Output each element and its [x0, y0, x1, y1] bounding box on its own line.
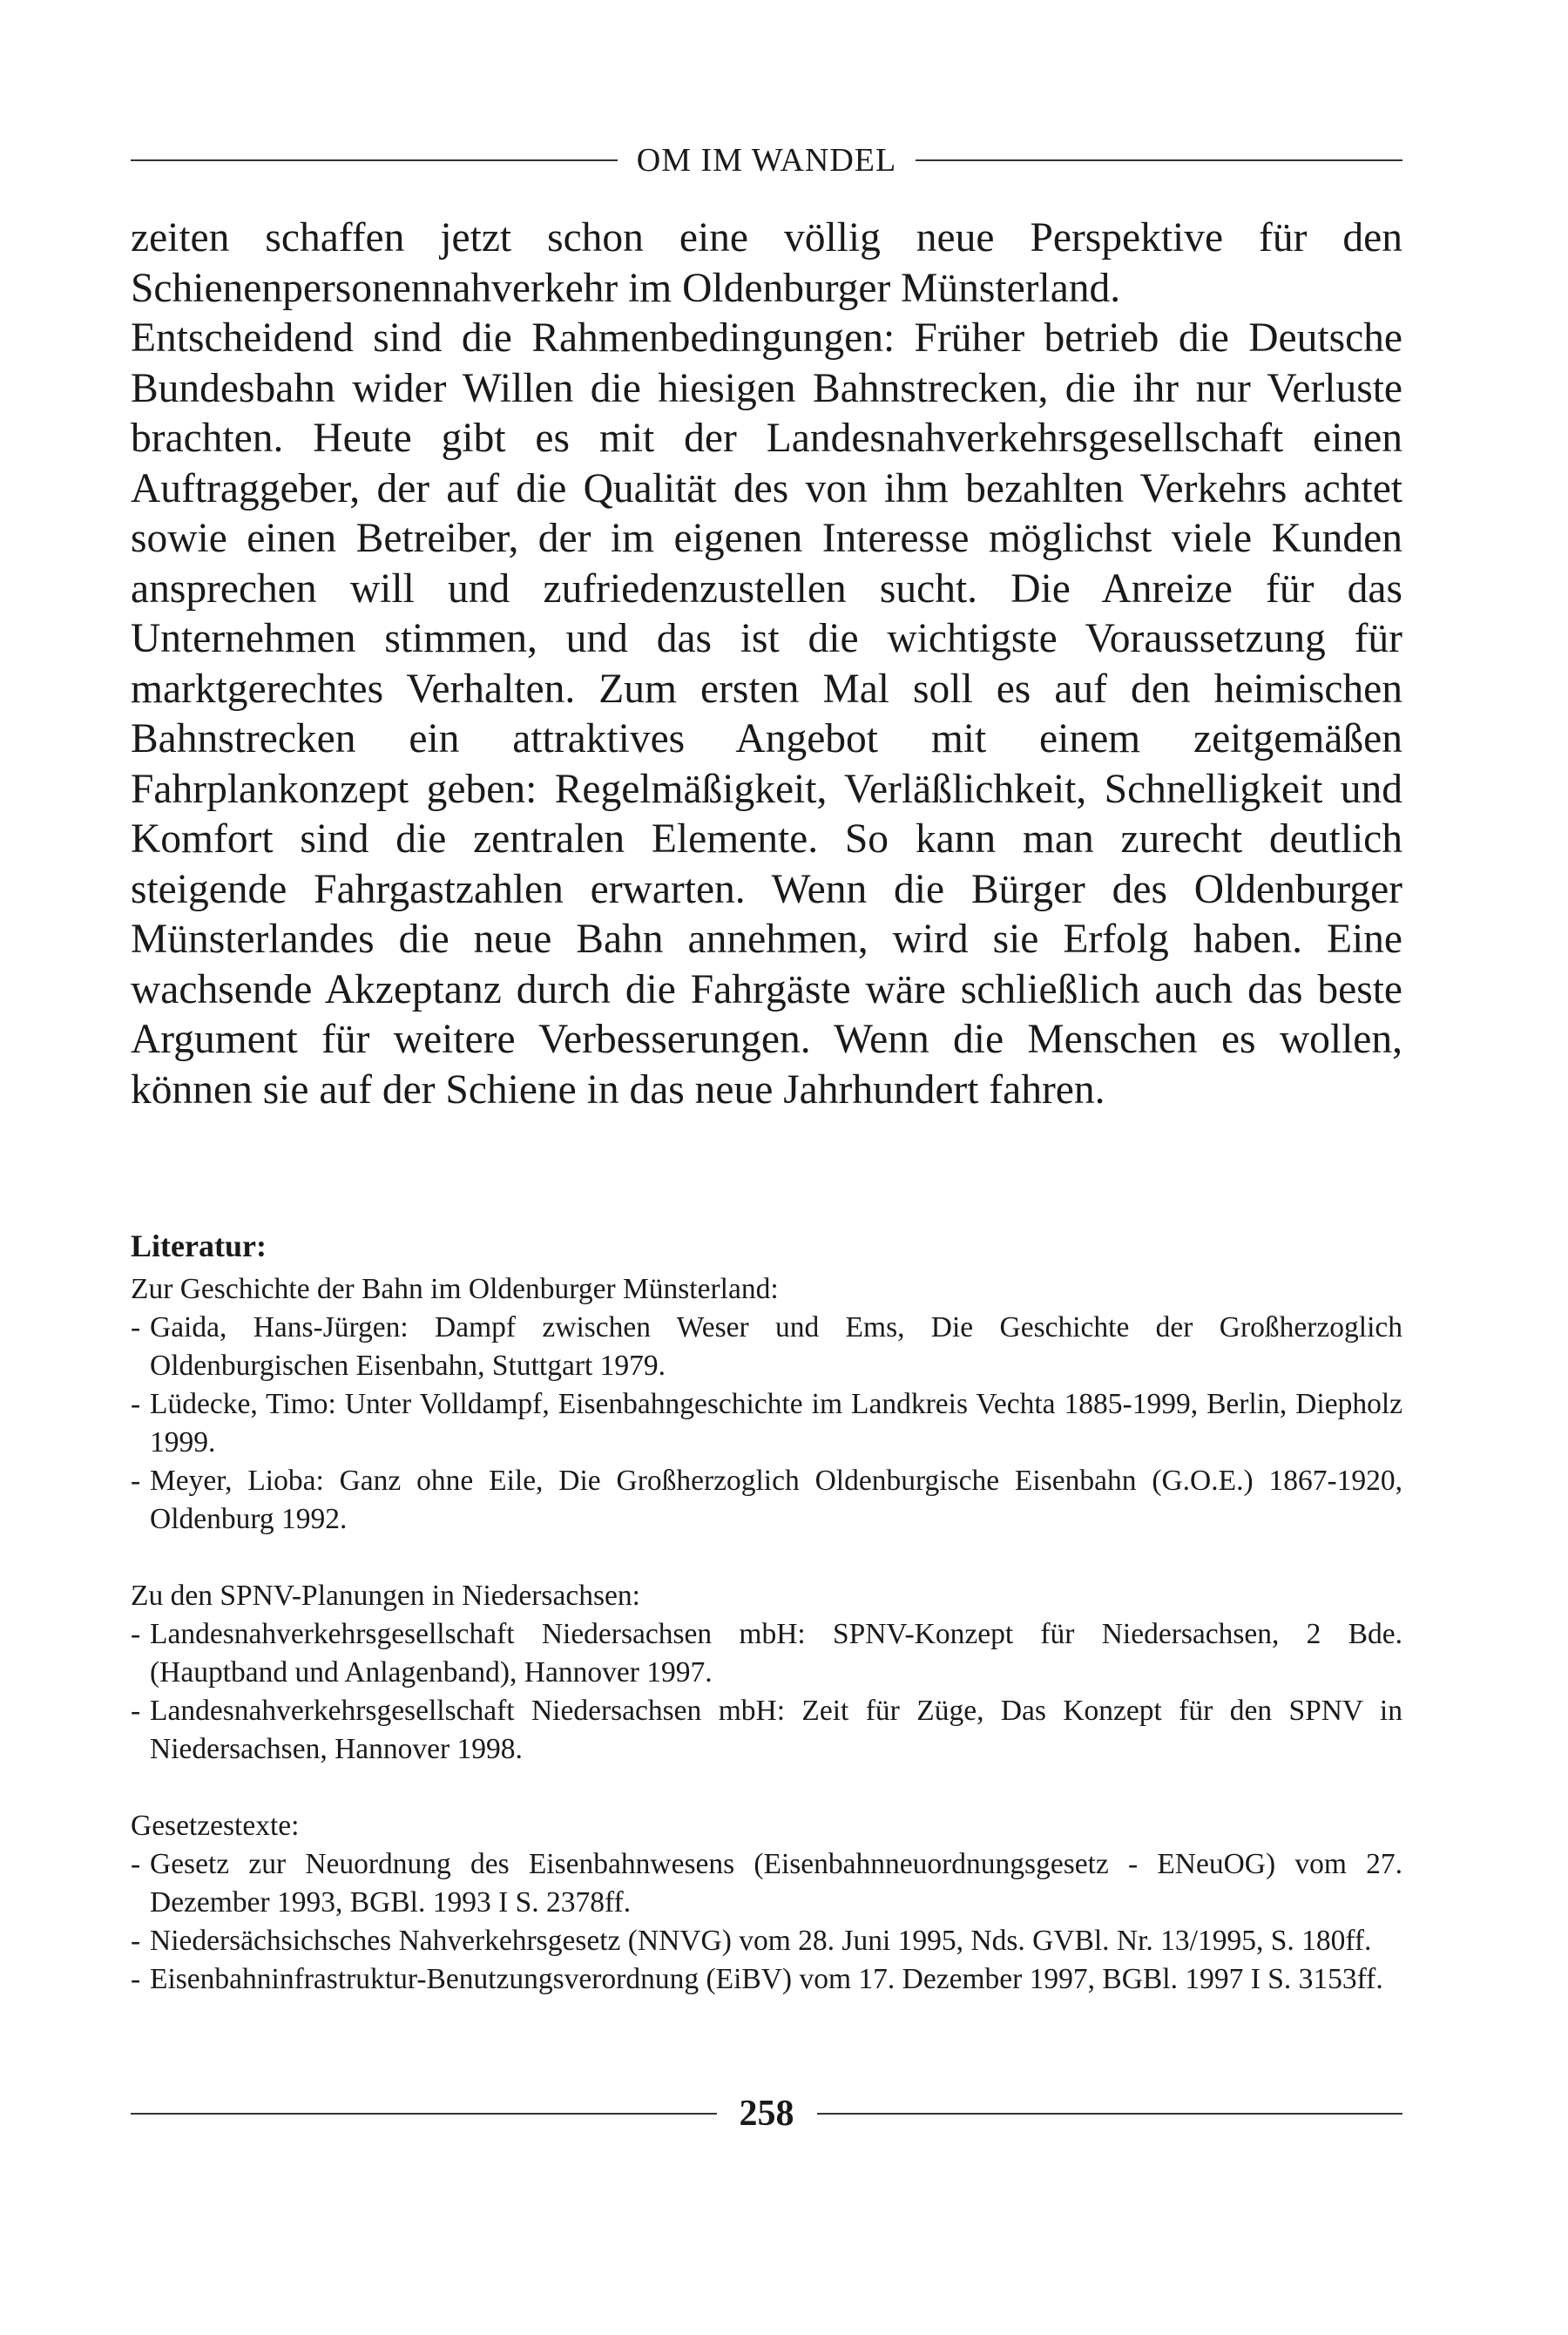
running-head-title: OM IM WANDEL: [636, 142, 897, 179]
literature-item: - Eisenbahninfrastruktur-Benutzungsverordnung (EiBV) vom 17. Dezember 1997, BGBl. 1997 I S. 3153ff.: [131, 1960, 1402, 1999]
main-text: [131, 213, 1402, 1115]
literature-section-intro: Zu den SPNV-Planungen in Niedersachsen:: [131, 1580, 640, 1612]
literature-list: [131, 1615, 1402, 1769]
literature-list: [131, 1845, 1402, 1999]
literature-item: - Landesnahverkehrsgesellschaft Niedersachsen mbH: Zeit für Züge, Das Konzept für den SPNV in Niedersachsen, Hannover 1998.: [131, 1692, 1402, 1769]
literature-section-intro: Zur Geschichte der Bahn im Oldenburger Münsterland:: [131, 1273, 779, 1305]
literature-item: - Gesetz zur Neuordnung des Eisenbahnwesens (Eisenbahnneuordnungsgesetz - ENeuOG) vom 27. Dezember 1993, BGBl. 1993 I S. 2378ff.: [131, 1845, 1402, 1922]
literature-item: - Lüdecke, Timo: Unter Volldampf, Eisenbahngeschichte im Landkreis Vechta 1885-1999, Berlin, Diepholz 1999.: [131, 1385, 1402, 1462]
literature-item: - Meyer, Lioba: Ganz ohne Eile, Die Großherzoglich Oldenburgische Eisenbahn (G.O.E.) 1867-1920, Oldenburg 1992.: [131, 1462, 1402, 1539]
running-head: [131, 144, 1402, 177]
page-footer: [131, 2095, 1402, 2132]
page-number: 258: [739, 2094, 794, 2134]
literature-block: [131, 1227, 1402, 2037]
paragraph: zeiten schaffen jetzt schon eine völlig neue Perspektive für den Schienenpersonennahverkehr im Oldenburger Münsterland.: [131, 215, 1402, 311]
footer-rule-left: [131, 2113, 717, 2115]
literature-section-intro: Gesetzestexte:: [131, 1810, 300, 1842]
paragraph: Entscheidend sind die Rahmenbedingungen: Früher betrieb die Deutsche Bundesbahn wider Willen die hiesigen Bahnstrecken, die ihr nur Verluste brachten. Heute gibt es mit der Landesnahverkehrsgesellschaft einen Auftraggeber, der auf die Qualität des von ihm bezahlten Verkehrs achtet sowie einen Betreiber, der im eigenen Interesse möglichst viele Kunden ansprechen will und zufriedenzustellen sucht. Die Anreize für das Unternehmen stimmen, und das ist die wichtigste Voraussetzung für marktgerechtes Verhalten. Zum ersten Mal soll es auf den heimischen Bahnstrecken ein attraktives Angebot mit einem zeitgemäßen Fahrplankonzept geben: Regelmäßigkeit, Verläßlichkeit, Schnelligkeit und Komfort sind die zentralen Elemente. So kann man zurecht deutlich steigende Fahrgastzahlen erwarten. Wenn die Bürger des Oldenburger Münsterlandes die neue Bahn annehmen, wird sie Erfolg haben. Eine wachsende Akzeptanz durch die Fahrgäste wäre schließlich auch das beste Argument für weitere Verbesserungen. Wenn die Menschen es wollen, können sie auf der Schiene in das neue Jahrhundert fahren.: [131, 315, 1402, 1113]
footer-rule-right: [817, 2113, 1403, 2115]
literature-section-laws: [131, 1807, 1402, 1999]
literature-list: [131, 1309, 1402, 1539]
literature-item: - Gaida, Hans-Jürgen: Dampf zwischen Weser und Ems, Die Geschichte der Großherzoglich Oldenburgischen Eisenbahn, Stuttgart 1979.: [131, 1309, 1402, 1385]
literature-heading: Literatur:: [131, 1228, 267, 1263]
literature-item: - Landesnahverkehrsgesellschaft Niedersachsen mbH: SPNV-Konzept für Niedersachsen, 2 Bde. (Hauptband und Anlagenband), Hannover 1997.: [131, 1615, 1402, 1692]
literature-section-history: [131, 1270, 1402, 1539]
literature-section-planning: [131, 1577, 1402, 1769]
running-head-rule-right: [916, 159, 1402, 161]
running-head-rule-left: [131, 159, 618, 161]
literature-item: - Niedersächsichsches Nahverkehrsgesetz (NNVG) vom 28. Juni 1995, Nds. GVBl. Nr. 13/1995, S. 180ff.: [131, 1922, 1402, 1960]
